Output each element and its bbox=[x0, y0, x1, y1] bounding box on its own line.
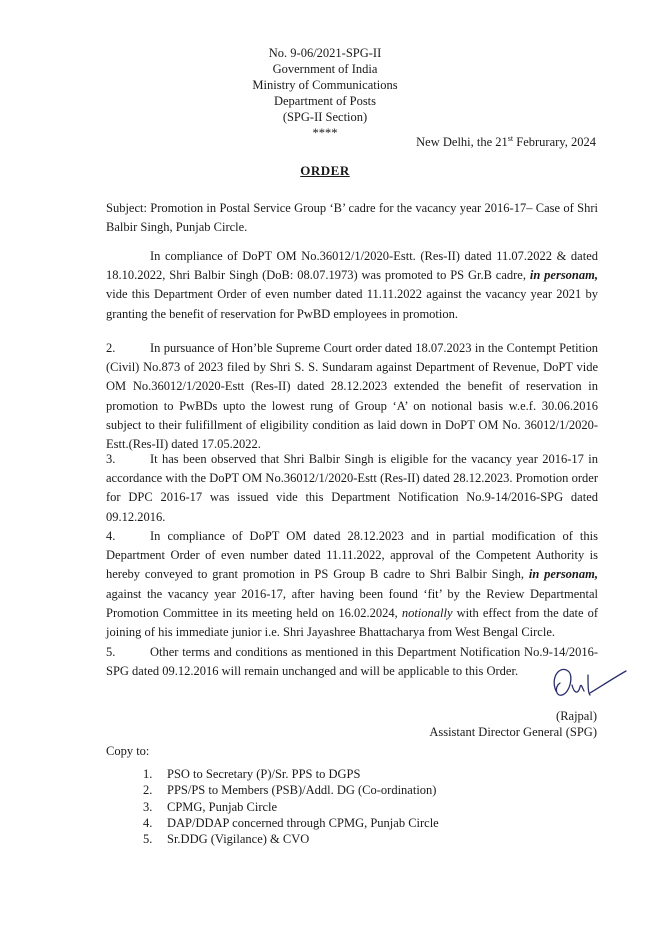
paragraph-3-text: It has been observed that Shri Balbir Singh is eligible for the vacancy year 2016-17 in accordance with the DoPT OM No.36012/1/2020-Estt (Res-II) dated 28.12.2023. Promotion order for DPC 2016-17 was issued vide this Department Notification No.9-14/2016-SPG dated 09.12.2016. bbox=[106, 452, 598, 524]
paragraph-4-emphasis: in personam, bbox=[528, 567, 598, 582]
list-item bbox=[143, 815, 439, 831]
department-name: Department of Posts bbox=[273, 94, 377, 108]
intro-text-b: vide this Department Order of even number dated 11.11.2022 against the vacancy year 2021 by granting the benefit of reservation for PwBD employees in promotion. bbox=[106, 287, 598, 321]
paragraph-4-emphasis-2: notionally bbox=[401, 605, 453, 620]
paragraph-5-number: 5. bbox=[106, 645, 116, 659]
list-item bbox=[143, 766, 439, 782]
copy-to-list bbox=[143, 766, 439, 847]
date-prefix: New Delhi, the 21 bbox=[416, 135, 508, 150]
paragraph-2 bbox=[106, 339, 598, 454]
section-name: (SPG-II Section) bbox=[282, 110, 368, 124]
separator-stars: **** bbox=[312, 126, 338, 140]
paragraph-4-text-c: with effect from the date of joining of his immediate junior i.e. Shri Jayashree Bhattacharya from West Bengal Circle. bbox=[106, 605, 598, 640]
intro-text-a: In compliance of DoPT OM No.36012/1/2020-Estt. (Res-II) dated 11.07.2022 & dated 18.10.2022, Shri Balbir Singh (DoB: 08.07.1973) was promoted to PS Gr.B cadre, bbox=[106, 249, 598, 283]
list-item-number: 1. bbox=[143, 767, 153, 781]
paragraph-5 bbox=[106, 643, 598, 681]
letterhead bbox=[0, 45, 650, 141]
paragraph-4-text-b: against the vacancy year 2016-17, after having been found ‘fit’ by the Review Departmental Promotion Committee in its meeting held on 16.02.2024, bbox=[106, 586, 598, 620]
document-title: ORDER bbox=[300, 163, 350, 178]
list-item bbox=[143, 831, 439, 847]
subject-line: Subject: Promotion in Postal Service Group ‘B’ cadre for the vacancy year 2016-17– Case of Shri Balbir Singh, Punjab Circle. bbox=[106, 201, 598, 235]
list-item-number: 3. bbox=[143, 799, 153, 814]
list-item-text: DAP/DDAP concerned through CPMG, Punjab Circle bbox=[167, 815, 439, 830]
file-number: No. 9-06/2021-SPG-II bbox=[268, 46, 382, 60]
date-suffix: Februrary, 2024 bbox=[513, 135, 596, 150]
paragraph-2-text: In pursuance of Hon’ble Supreme Court order dated 18.07.2023 in the Contempt Petition (Civil) No.873 of 2023 filed by Shri S. S. Sundaram against Department of Revenue, DoPT vide OM No.36012/1/2020-Estt (Res-II) dated 28.12.2023 extended the benefit of reservation in promotion to PwBDs upto the lowest rung of Group ‘A’ on notional basis w.e.f. 30.06.2016 subject to their fulifillment of eligibility condition as laid down in DoPT OM No. 36012/1/2020-Estt.(Res-II) dated 17.05.2022. bbox=[106, 341, 598, 452]
paragraph-4 bbox=[106, 527, 598, 642]
list-item-number: 5. bbox=[143, 832, 153, 847]
list-item bbox=[143, 799, 439, 815]
paragraph-4-number: 4. bbox=[106, 529, 116, 543]
list-item-text: PSO to Secretary (P)/Sr. PPS to DGPS bbox=[167, 767, 361, 781]
list-item-number: 2. bbox=[143, 783, 153, 798]
paragraph-5-text: Other terms and conditions as mentioned in this Department Notification No.9-14/2016-SPG dated 09.12.2016 will remain unchanged and will be applicable to this Order. bbox=[106, 645, 598, 679]
intro-paragraph bbox=[106, 247, 598, 324]
list-item-text: PPS/PS to Members (PSB)/Addl. DG (Co-ordination) bbox=[167, 783, 437, 798]
paragraph-3 bbox=[106, 450, 598, 527]
ministry-name: Ministry of Communications bbox=[252, 78, 398, 92]
list-item bbox=[143, 782, 439, 798]
government-name: Government of India bbox=[272, 62, 378, 76]
list-item-text: CPMG, Punjab Circle bbox=[167, 799, 278, 814]
handwritten-signature bbox=[548, 657, 630, 707]
copy-to-label: Copy to: bbox=[106, 744, 150, 758]
paragraph-2-number: 2. bbox=[106, 341, 116, 355]
issue-date bbox=[416, 134, 596, 150]
signatory-designation: Assistant Director General (SPG) bbox=[429, 725, 597, 739]
paragraph-3-number: 3. bbox=[106, 452, 116, 466]
list-item-text: Sr.DDG (Vigilance) & CVO bbox=[167, 832, 310, 847]
paragraph-4-text-a: In compliance of DoPT OM dated 28.12.2023 and in partial modification of this Department Order of even number dated 11.11.2022, approval of the Competent Authority is hereby conveyed to grant promotion in PS Group B cadre to Shri Balbir Singh, bbox=[106, 529, 598, 582]
date-ordinal: st bbox=[507, 134, 514, 143]
signatory-name: (Rajpal) bbox=[556, 709, 597, 723]
intro-emphasis: in personam, bbox=[529, 268, 598, 283]
list-item-number: 4. bbox=[143, 815, 153, 830]
